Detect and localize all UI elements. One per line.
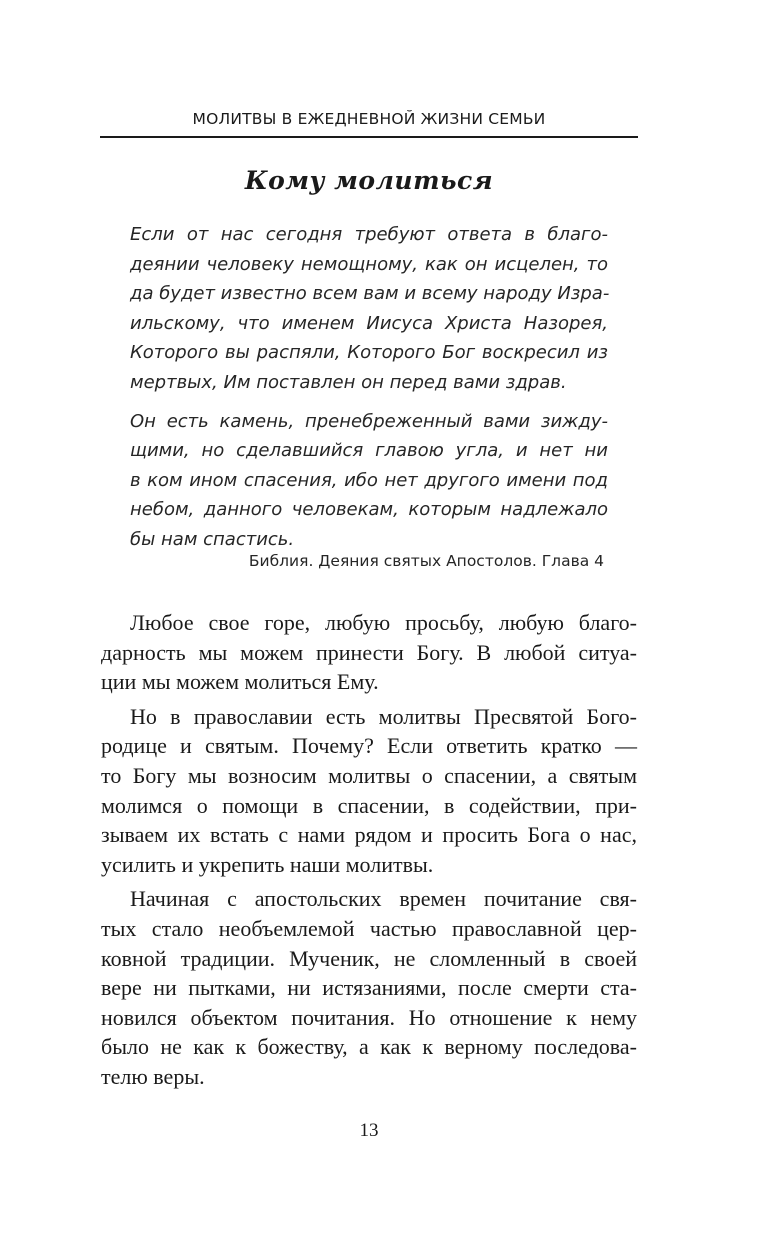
body-line: Любое свое горе, любую просьбу, любую благо- [130, 610, 637, 635]
epigraph [130, 220, 608, 555]
epigraph-line: да будет известно всем вам и всему народу Изра- [130, 283, 610, 305]
body-line: было не как к божеству, а как к верному последова- [101, 1034, 637, 1060]
body-text [101, 608, 637, 1092]
body-line: то Богу мы возносим молитвы о спасении, а святым [101, 762, 637, 788]
body-line: телю веры. [101, 1063, 205, 1089]
body-line: усилить и укрепить наши молитвы. [101, 851, 434, 877]
body-line: ковной традиции. Мученик, не сломленный в своей [101, 945, 637, 971]
body-line: Но в православии есть молитвы Пресвятой Бого- [130, 703, 637, 729]
running-head-text: МОЛИТВЫ В ЕЖЕДНЕВНОЙ ЖИЗНИ СЕМЬИ [192, 110, 546, 128]
body-line: вере ни пытками, ни истязаниями, после смерти ста- [101, 975, 637, 1001]
body-line: дарность мы можем принести Богу. В любой ситуа- [101, 639, 637, 665]
body-line: новился объектом почитания. Но отношение к нему [101, 1004, 637, 1030]
epigraph-line: небом, данного человекам, которым надлежало [130, 499, 608, 521]
epigraph-line: щими, но сделавшийся главою угла, и нет ни [130, 440, 608, 462]
body-line: зываем их встать с нами рядом и просить Бога о нас, [101, 822, 637, 848]
body-line: Начиная с апостольских времен почитание свя- [130, 886, 637, 912]
epigraph-line: Которого вы распяли, Которого Бог воскресил из [130, 342, 608, 364]
body-line: родице и святым. Почему? Если ответить кратко — [101, 733, 637, 759]
epigraph-line: Он есть камень, пренебреженный вами зижду- [130, 410, 608, 432]
epigraph-line: мертвых, Им поставлен он перед вами здрав. [130, 371, 567, 393]
epigraph-line: в ком ином спасения, ибо нет другого имени под [130, 469, 608, 491]
body-line: ции мы можем молиться Ему. [101, 669, 379, 695]
epigraph-attribution: Библия. Деяния святых Апостолов. Глава 4 [248, 552, 604, 570]
page-number: 13 [359, 1120, 379, 1141]
running-head [100, 100, 638, 138]
body-line: тых стало необъемлемой частью православной цер- [101, 915, 637, 941]
chapter-title: Кому молиться [244, 166, 494, 195]
body-line: молимся о помощи в спасении, в содействии, при- [101, 792, 637, 818]
epigraph-line: деянии человеку немощному, как он исцелен, то [130, 253, 608, 275]
epigraph-line: Если от нас сегодня требуют ответа в благо- [130, 224, 608, 245]
epigraph-line: бы нам спастись. [130, 528, 295, 550]
epigraph-line: ильскому, что именем Иисуса Христа Назорея, [130, 312, 608, 334]
